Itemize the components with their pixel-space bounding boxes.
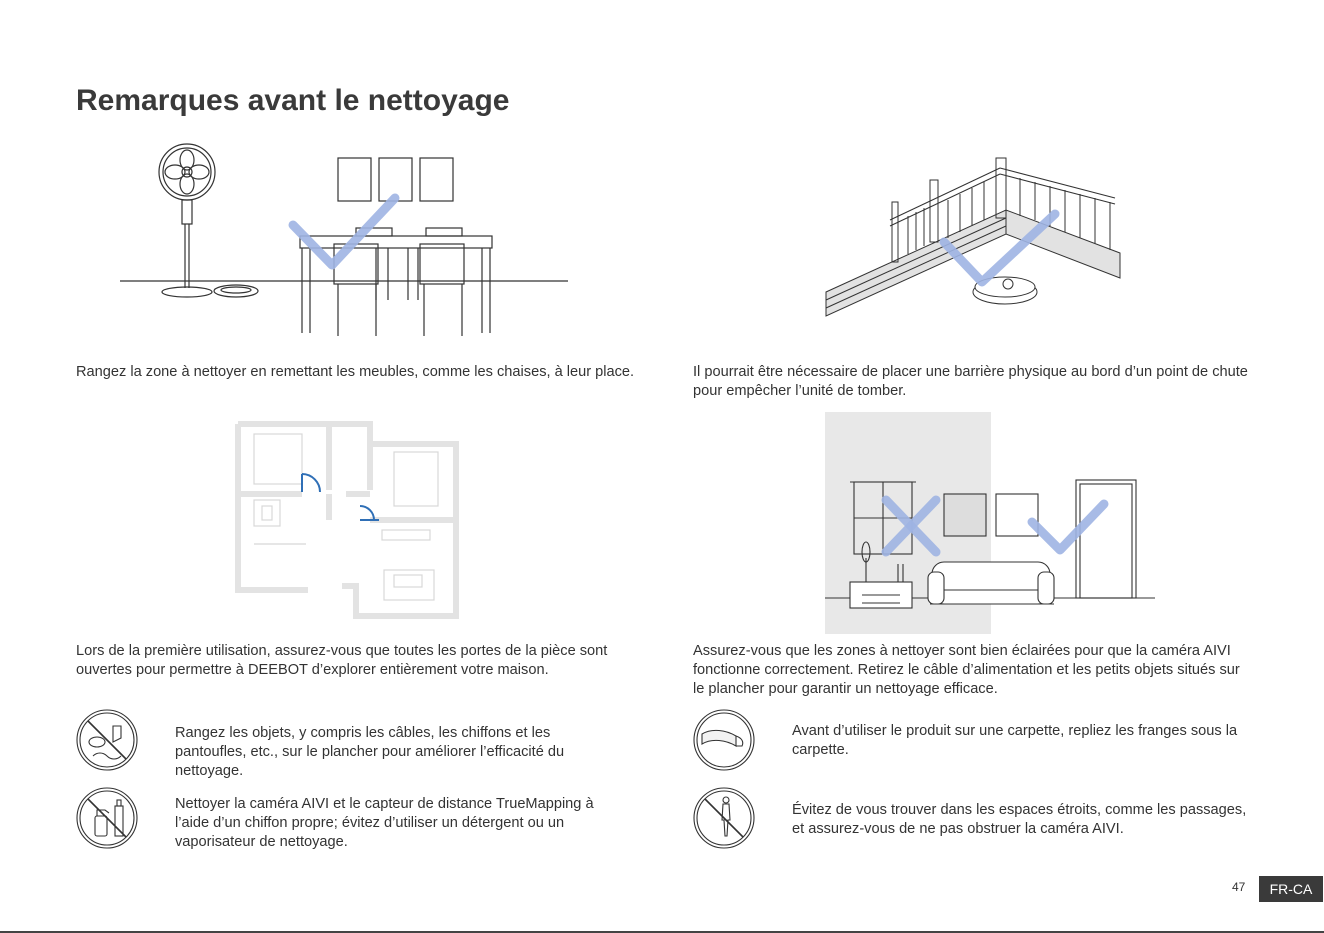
tip-text-standing: Évitez de vous trouver dans les espaces étroits, comme les passages, et assurez-vous de ne pas obstruer la caméra AIVI. — [792, 802, 1247, 837]
tip-text-objects: Rangez les objets, y compris les câbles, les chiffons et les pantoufles, etc., sur le plancher pour améliorer l’efficacité du nettoyage. — [175, 725, 565, 779]
page-number: 47 — [1232, 880, 1246, 894]
section-text-furniture: Rangez la zone à nettoyer en remettant les meubles, comme les chaises, à leur place. — [76, 364, 635, 380]
section-text-lighting: Assurez-vous que les zones à nettoyer sont bien éclairées pour que la caméra AIVI fonctionne correctement. Retirez le câble d’alimentation et les petits objets situés sur le plancher pour garantir un nettoyage efficace. — [693, 643, 1240, 697]
section-text-doors: Lors de la première utilisation, assurez-vous que toutes les portes de la pièce sont ouvertes pour permettre à DEEBOT d’explorer entièrement votre maison. — [76, 643, 608, 678]
tip-text-spray: Nettoyer la caméra AIVI et le capteur de distance TrueMapping à l’aide d’un chiffon propre; évitez d’utiliser un détergent ou un vaporisateur de nettoyage. — [175, 796, 594, 850]
barrier-illustration — [820, 150, 1130, 325]
floor-plan-illustration — [234, 420, 464, 622]
no-objects-icon — [75, 708, 139, 772]
page-title: Remarques avant le nettoyage — [76, 84, 510, 117]
lighting-illustration — [820, 410, 1160, 635]
section-text-barrier: Il pourrait être nécessaire de placer une barrière physique au bord d’un point de chute pour empêcher l’unité de tomber. — [693, 364, 1248, 399]
region-badge: FR-CA — [1259, 876, 1323, 902]
no-standing-icon — [692, 786, 756, 850]
carpet-fringe-icon — [692, 708, 756, 772]
furniture-illustration — [110, 140, 580, 340]
tip-text-carpet: Avant d’utiliser le produit sur une carpette, repliez les franges sous la carpette. — [792, 723, 1238, 758]
no-spray-icon — [75, 786, 139, 850]
